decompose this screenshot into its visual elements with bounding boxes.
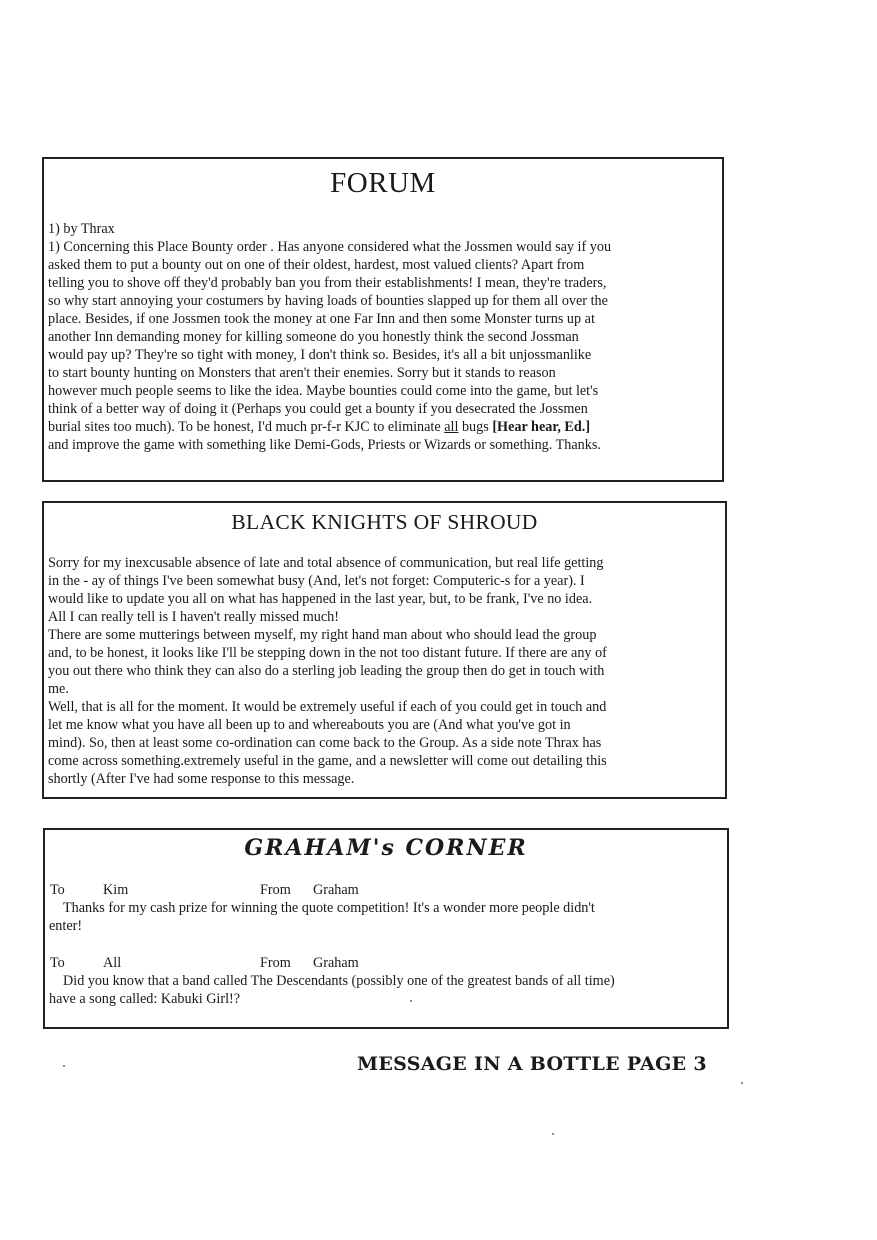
to-recipient: Kim xyxy=(103,882,129,898)
knights-line: me. xyxy=(48,681,69,697)
forum-line: to start bounty hunting on Monsters that aren't their enemies. Sorry but it stands to reason xyxy=(48,365,556,381)
corner-title: GRAHAM's CORNER xyxy=(244,835,528,861)
forum-line: so why start annoying your costumers by having loads of bounties slapped up for them all over the xyxy=(48,293,608,309)
knights-line: shortly (After I've had some response to this message. xyxy=(48,771,355,787)
forum-line: would pay up? They're so tight with money, I don't think so. Besides, it's all a bit unjossmanlike xyxy=(48,347,592,363)
to-label: To xyxy=(50,882,65,898)
forum-line-editor-note xyxy=(48,418,590,436)
from-sender: Graham xyxy=(313,955,359,971)
forum-line: asked them to put a bounty out on one of their oldest, hardest, most valued clients? Apart from xyxy=(48,257,585,273)
grahams-corner-section xyxy=(43,828,729,1029)
to-label: To xyxy=(50,955,65,971)
forum-line-text: bugs xyxy=(458,419,493,435)
message-line: enter! xyxy=(49,918,83,934)
forum-line: and improve the game with something like Demi-Gods, Priests or Wizards or something. Thanks. xyxy=(48,437,601,453)
page-footer: MESSAGE IN A BOTTLE PAGE 3 xyxy=(357,1053,707,1075)
from-label: From xyxy=(260,882,291,898)
knights-section xyxy=(42,501,727,799)
scan-speck xyxy=(410,1000,412,1002)
from-label: From xyxy=(260,955,291,971)
knights-line: let me know what you have all been up to and whereabouts you are (And what you've got in xyxy=(48,717,571,733)
forum-line: 1) Concerning this Place Bounty order . Has anyone considered what the Jossmen would say if you xyxy=(48,239,612,255)
knights-line: mind). So, then at least some co-ordination can come back to the Group. As a side note Thrax has xyxy=(48,735,602,751)
forum-line-text: burial sites too much). To be honest, I'd much pr-f-r KJC to eliminate xyxy=(48,419,445,435)
forum-line: telling you to shove off they'd probably ban you from their establishments! I mean, they're traders, xyxy=(48,275,607,291)
forum-line: 1) by Thrax xyxy=(48,221,115,237)
knights-line: Well, that is all for the moment. It would be extremely useful if each of you could get in touch and xyxy=(48,699,607,715)
knights-line: in the - ay of things I've been somewhat busy (And, let's not forget: Computeric-s for a year). I xyxy=(48,573,585,589)
forum-title: FORUM xyxy=(330,167,436,199)
forum-line: place. Besides, if one Jossmen took the money at one Far Inn and then some Monster turns up at xyxy=(48,311,595,327)
underlined-word: all xyxy=(444,419,459,435)
knights-line: There are some mutterings between myself, my right hand man about who should lead the group xyxy=(48,627,597,643)
message-line: Did you know that a band called The Descendants (possibly one of the greatest bands of all time) xyxy=(63,973,615,989)
knights-line: you out there who think they can also do a sterling job leading the group then do get in touch with xyxy=(48,663,605,679)
forum-line: another Inn demanding money for killing someone do you honestly think the second Jossman xyxy=(48,329,579,345)
knights-line: Sorry for my inexcusable absence of late and total absence of communication, but real life getting xyxy=(48,555,604,571)
forum-line: think of a better way of doing it (Perhaps you could get a bounty if you desecrated the Jossmen xyxy=(48,401,588,417)
forum-line: however much people seems to like the idea. Maybe bounties could come into the game, but let's xyxy=(48,383,599,399)
scan-speck xyxy=(741,1082,743,1084)
to-recipient: All xyxy=(103,955,122,971)
knights-line: come across something.extremely useful in the game, and a newsletter will come out detailing this xyxy=(48,753,607,769)
scan-speck xyxy=(63,1065,65,1067)
knights-line: All I can really tell is I haven't really missed much! xyxy=(48,609,339,625)
forum-section xyxy=(42,157,724,482)
message-line: Thanks for my cash prize for winning the quote competition! It's a wonder more people didn't xyxy=(63,900,595,916)
knights-title: BLACK KNIGHTS OF SHROUD xyxy=(231,510,538,534)
knights-line: would like to update you all on what has happened in the last year, but, to be frank, I've no idea. xyxy=(48,591,593,607)
scan-speck xyxy=(552,1133,554,1135)
message-line: have a song called: Kabuki Girl!? xyxy=(49,991,241,1007)
knights-line: and, to be honest, it looks like I'll be stepping down in the not too distant future. If there are any of xyxy=(48,645,607,661)
from-sender: Graham xyxy=(313,882,359,898)
editor-note: [Hear hear, Ed.] xyxy=(492,419,591,435)
